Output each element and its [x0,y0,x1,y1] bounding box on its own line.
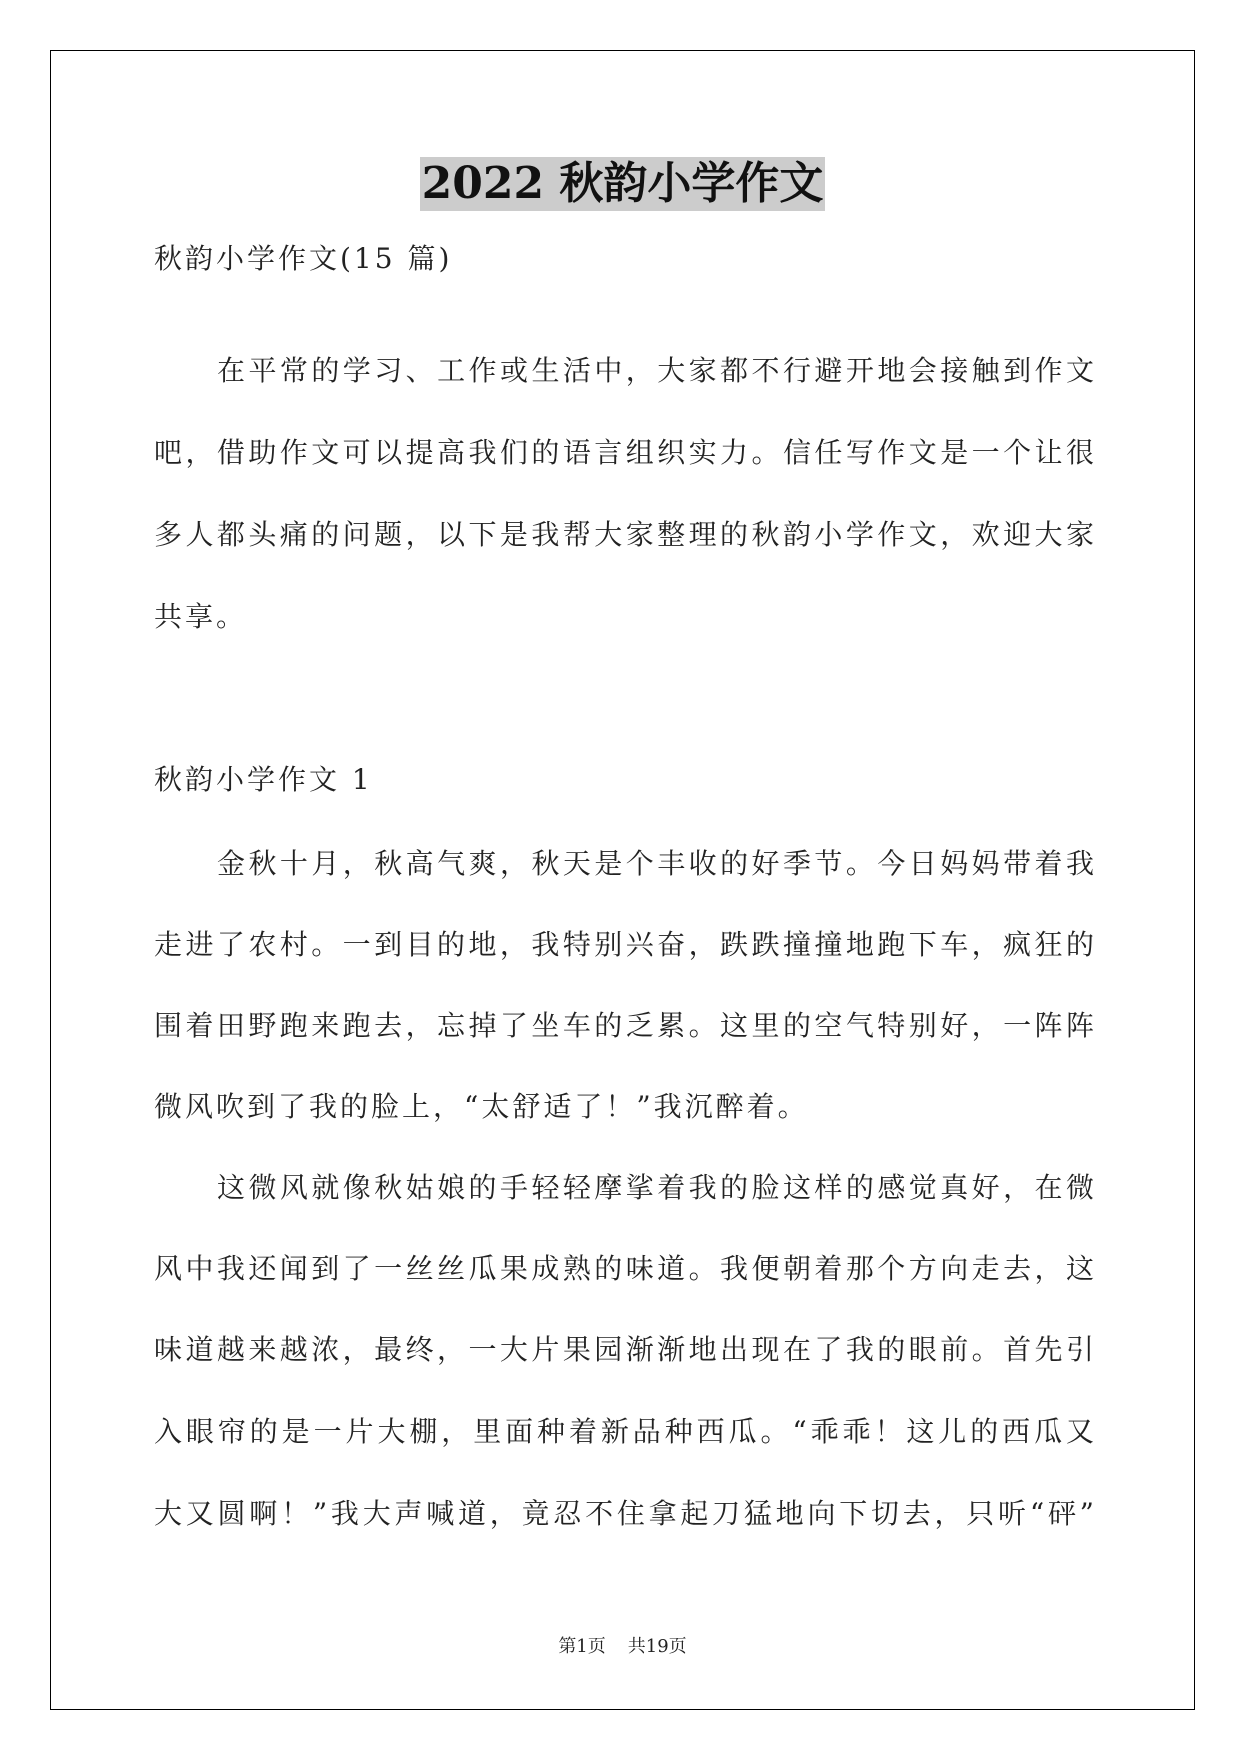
paragraph-line: 微风吹到了我的脸上，“太舒适了！”我沉醉着。 [154,1090,809,1123]
paragraph-line: 这微风就像秋姑娘的手轻轻摩挲着我的脸这样的感觉真好，在微 [217,1171,1094,1204]
intro-line: 共享。 [154,600,248,633]
page-total: 共19页 [627,1636,687,1657]
paragraph-line: 入眼帘的是一片大棚，里面种着新品种西瓜。“乖乖！这儿的西瓜又 [154,1415,1094,1448]
paragraph-line: 金秋十月，秋高气爽，秋天是个丰收的好季节。今日妈妈带着我 [217,847,1094,880]
intro-line: 在平常的学习、工作或生活中，大家都不行避开地会接触到作文 [217,354,1094,387]
intro-line: 吧，借助作文可以提高我们的语言组织实力。信任写作文是一个让很 [154,436,1094,469]
paragraph-line: 走进了农村。一到目的地，我特别兴奋，跌跌撞撞地跑下车，疯狂的 [154,928,1094,961]
intro-line: 多人都头痛的问题，以下是我帮大家整理的秋韵小学作文，欢迎大家 [154,518,1094,551]
essay-heading: 秋韵小学作文 1 [154,763,373,796]
document-title: 2022 秋韵小学作文 [421,158,824,209]
paragraph-line: 风中我还闻到了一丝丝瓜果成熟的味道。我便朝着那个方向走去，这 [154,1252,1094,1285]
paragraph-line: 味道越来越浓，最终，一大片果园渐渐地出现在了我的眼前。首先引 [154,1333,1094,1366]
paragraph-line: 围着田野跑来跑去，忘掉了坐车的乏累。这里的空气特别好，一阵阵 [154,1009,1094,1042]
title-container [50,157,1195,211]
page-footer [50,1636,1195,1658]
page-number: 第1页 [558,1636,606,1657]
paragraph-line: 大又圆啊！”我大声喊道，竟忍不住拿起刀猛地向下切去，只听“砰” [154,1497,1094,1530]
collection-heading: 秋韵小学作文(15 篇) [154,242,453,275]
